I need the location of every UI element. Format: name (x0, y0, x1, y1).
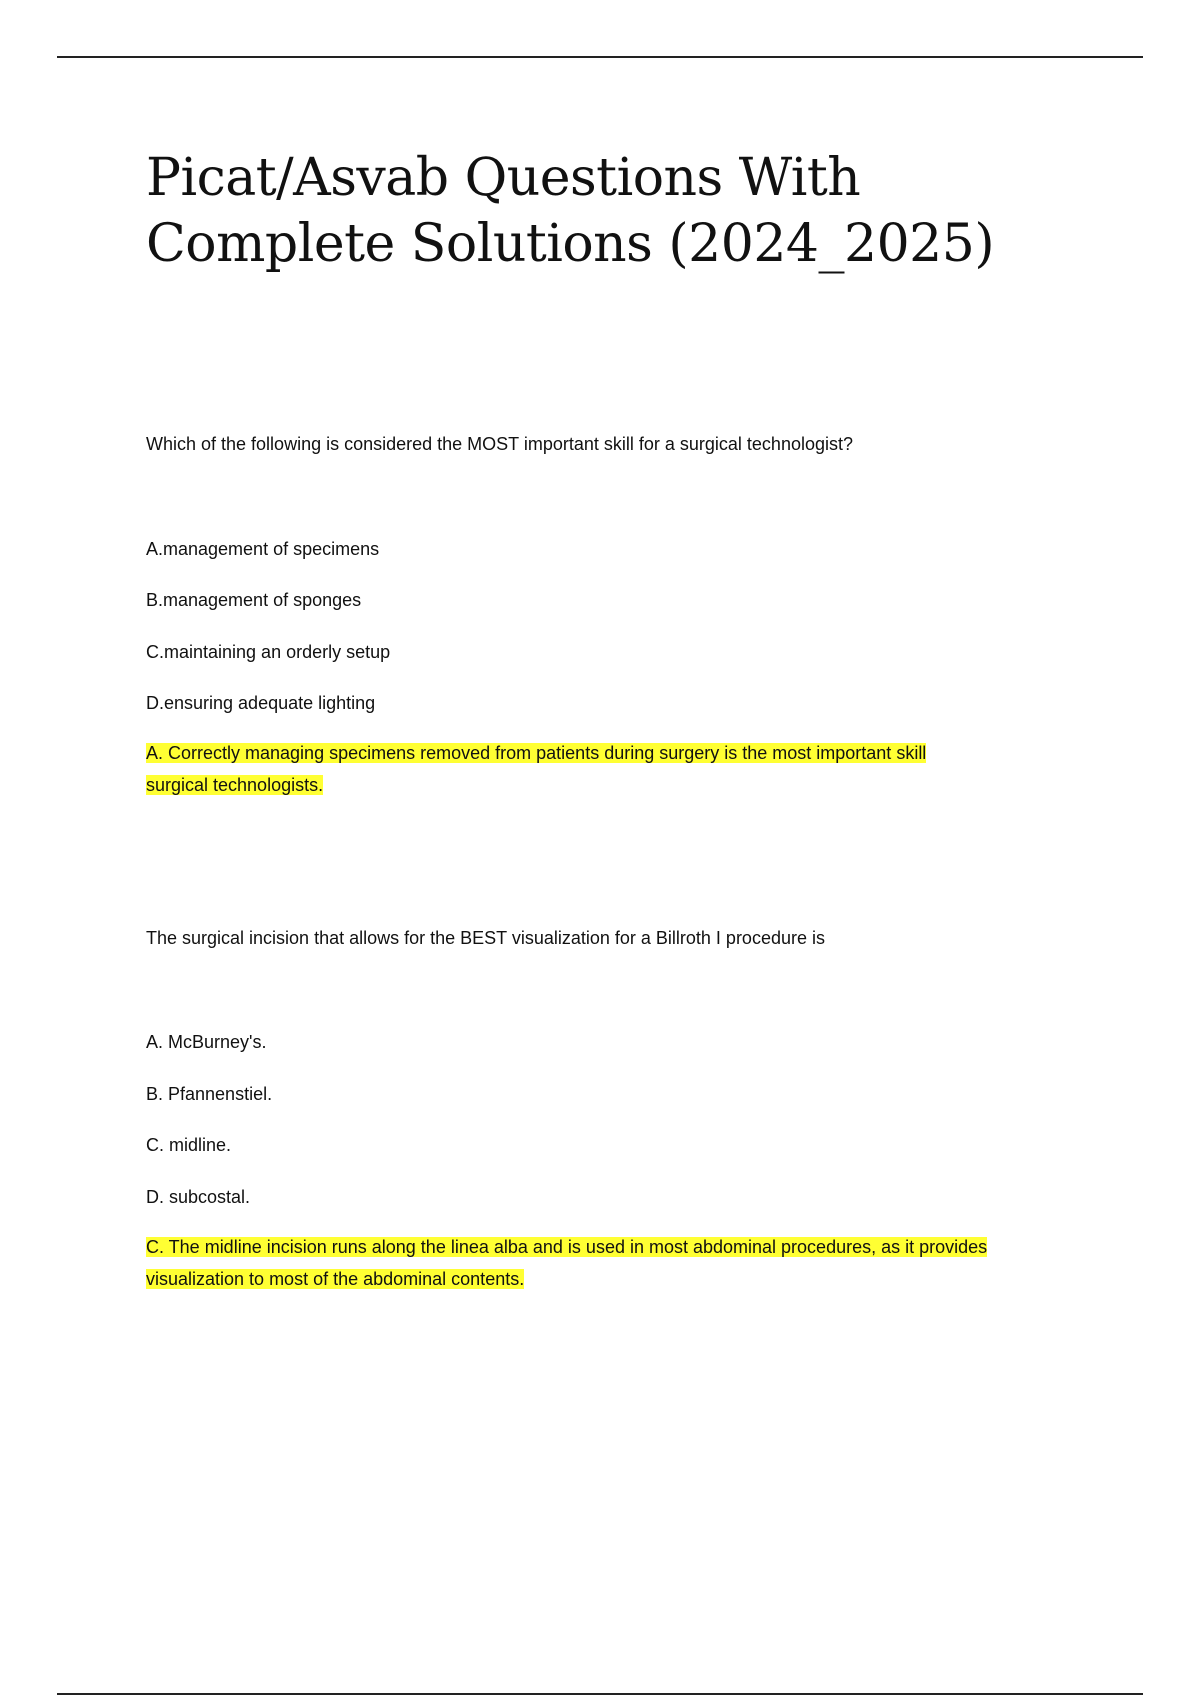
top-rule (57, 56, 1143, 58)
answer-option: B.management of sponges (146, 590, 362, 610)
highlighted-answer (146, 1231, 1106, 1295)
highlighted-answer (146, 737, 1106, 801)
answer-option: A. McBurney's. (146, 1032, 267, 1052)
answer-option: D.ensuring adequate lighting (146, 693, 376, 713)
answer-line: visualization to most of the abdominal contents. (146, 1269, 525, 1289)
answer-option: A.management of specimens (146, 539, 380, 559)
answer-option: C. midline. (146, 1135, 232, 1155)
question-text: Which of the following is considered the MOST important skill for a surgical technologist? (146, 434, 853, 454)
answer-option: B. Pfannenstiel. (146, 1084, 273, 1104)
answer-option: C.maintaining an orderly setup (146, 642, 391, 662)
answer-line: C. The midline incision runs along the linea alba and is used in most abdominal procedures, as it provides (146, 1237, 988, 1257)
answer-line: surgical technologists. (146, 775, 324, 795)
document-page (146, 145, 1106, 1289)
question-text: The surgical incision that allows for the BEST visualization for a Billroth I procedure is (146, 928, 825, 948)
bottom-rule (57, 1693, 1143, 1695)
answer-option: D. subcostal. (146, 1187, 251, 1207)
document-title: Picat/Asvab Questions With Complete Solutions (2024_2025) (146, 148, 995, 274)
answer-line: A. Correctly managing specimens removed from patients during surgery is the most important skill (146, 743, 927, 763)
